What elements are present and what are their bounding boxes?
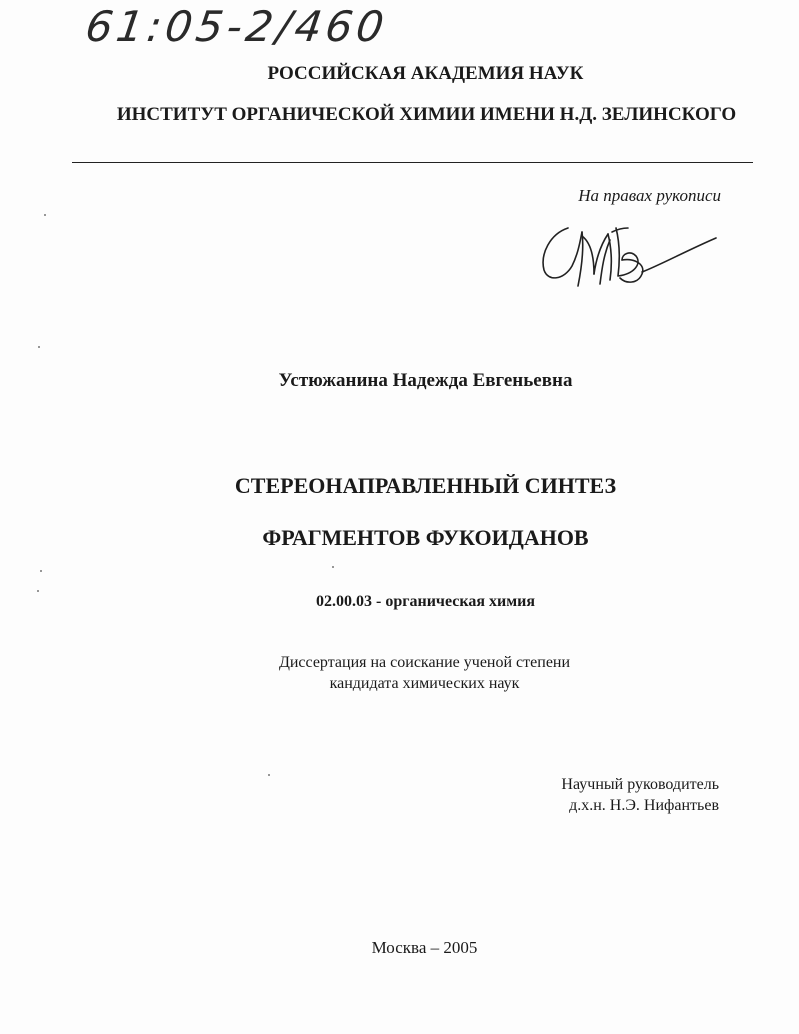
- specialty-code: 02.00.03 - органическая химия: [316, 593, 535, 610]
- institute-name: ИНСТИТУТ ОРГАНИЧЕСКОЙ ХИМИИ ИМЕНИ Н.Д. ЗЕЛИНСКОГО: [116, 104, 737, 125]
- city-year: Москва – 2005: [371, 938, 478, 957]
- handwritten-signature: [538, 214, 722, 296]
- degree-line-2: кандидата химических наук: [329, 675, 520, 692]
- manuscript-rights-note: На правах рукописи: [578, 186, 721, 205]
- academy-name: РОССИЙСКАЯ АКАДЕМИЯ НАУК: [267, 63, 584, 84]
- scan-speck: [44, 214, 46, 216]
- header-divider: [72, 162, 753, 163]
- supervisor-name: д.х.н. Н.Э. Нифантьев: [569, 797, 719, 814]
- scan-speck: [332, 566, 334, 568]
- degree-line-1: Диссертация на соискание ученой степени: [278, 654, 571, 671]
- handwritten-archive-number: 61:05-2/460: [82, 2, 391, 51]
- supervisor-role: Научный руководитель: [561, 776, 719, 793]
- scan-speck: [268, 774, 270, 776]
- scan-speck: [37, 590, 39, 592]
- scan-speck: [40, 570, 42, 572]
- dissertation-title-line-1: СТЕРЕОНАПРАВЛЕННЫЙ СИНТЕЗ: [234, 473, 617, 498]
- dissertation-title-line-2: ФРАГМЕНТОВ ФУКОИДАНОВ: [262, 525, 589, 550]
- author-name: Устюжанина Надежда Евгеньевна: [278, 370, 573, 391]
- scan-speck: [38, 346, 40, 348]
